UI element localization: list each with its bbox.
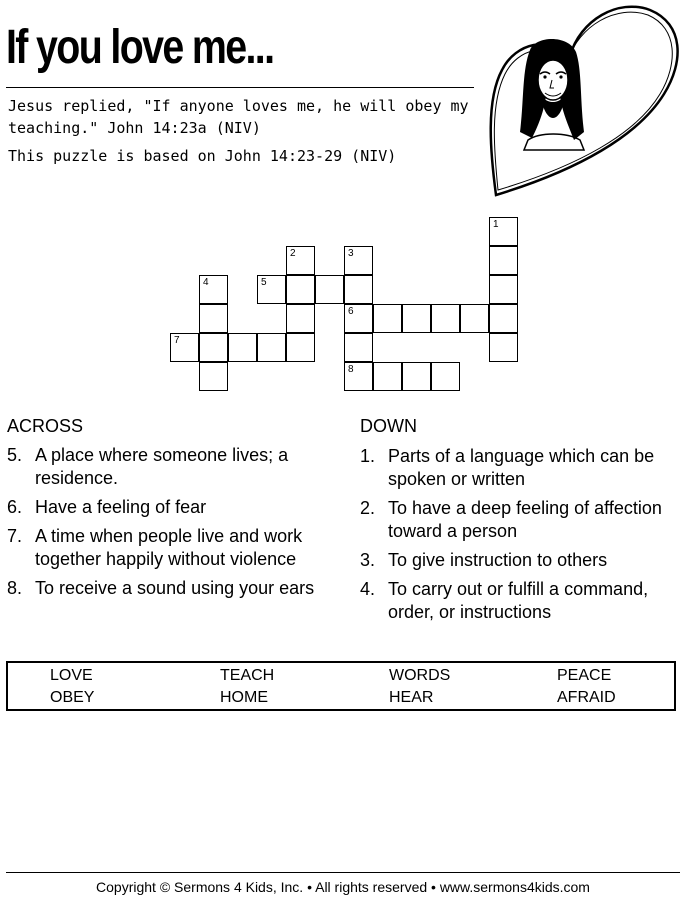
across-clue [7, 444, 337, 490]
crossword-cell[interactable] [344, 275, 373, 304]
crossword-cell[interactable] [489, 333, 518, 362]
down-clue [360, 497, 680, 543]
word-bank-item: HOME [220, 689, 268, 706]
crossword-cell[interactable] [489, 275, 518, 304]
across-clue [7, 496, 337, 519]
crossword-cell[interactable] [344, 362, 373, 391]
clue-number-2: 2 [290, 248, 296, 259]
crossword-cell[interactable] [460, 304, 489, 333]
clue-number: 2. [360, 498, 376, 518]
clue-number-3: 3 [348, 248, 354, 259]
crossword-cell[interactable] [257, 333, 286, 362]
crossword-cell[interactable] [170, 333, 199, 362]
clue-text: To receive a sound using your ears [35, 578, 315, 598]
crossword-cell[interactable] [286, 275, 315, 304]
crossword-cell[interactable] [402, 362, 431, 391]
word-bank-item: AFRAID [557, 689, 616, 706]
word-bank-item: HEAR [389, 689, 434, 706]
crossword-cell[interactable] [431, 304, 460, 333]
crossword-cell[interactable] [344, 304, 373, 333]
crossword-cell[interactable] [199, 362, 228, 391]
crossword-cell[interactable] [489, 246, 518, 275]
word-bank-item: TEACH [220, 667, 275, 684]
clue-number-4: 4 [203, 277, 209, 288]
copyright-footer: Copyright © Sermons 4 Kids, Inc. • All rights reserved • www.sermons4kids.com [96, 879, 590, 895]
clue-number: 4. [360, 579, 376, 599]
word-bank-item: LOVE [50, 667, 93, 684]
word-bank [6, 661, 676, 711]
crossword-cell[interactable] [373, 362, 402, 391]
crossword-cell[interactable] [286, 304, 315, 333]
across-clue-list [7, 444, 337, 606]
crossword-cell[interactable] [431, 362, 460, 391]
crossword-cell[interactable] [373, 304, 402, 333]
clue-text: To give instruction to others [388, 550, 608, 570]
clue-text: To carry out or fulfill a command, order, or instructions [388, 579, 649, 622]
clue-text: To have a deep feeling of affection toward a person [388, 498, 662, 541]
word-bank-item: OBEY [50, 689, 95, 706]
across-clue [7, 577, 337, 600]
puzzle-basis: This puzzle is based on John 14:23-29 (NIV) [8, 147, 397, 165]
clue-number-1: 1 [493, 219, 499, 230]
jesus-portrait-in-heart-icon [488, 0, 684, 200]
crossword-cell[interactable] [199, 304, 228, 333]
crossword-cell[interactable] [228, 333, 257, 362]
clue-number-5: 5 [261, 277, 267, 288]
clue-number-6: 6 [348, 306, 354, 317]
clue-number: 3. [360, 550, 376, 570]
clue-text: A time when people live and work together happily without violence [35, 526, 303, 569]
clue-text: Parts of a language which can be spoken or written [388, 446, 655, 489]
down-clue [360, 445, 680, 491]
crossword-cell[interactable] [489, 304, 518, 333]
title-divider [6, 87, 474, 88]
crossword-cell[interactable] [402, 304, 431, 333]
crossword-cell[interactable] [199, 275, 228, 304]
crossword-cell[interactable] [286, 246, 315, 275]
page-title: If you love me... [6, 21, 274, 74]
clue-number: 1. [360, 446, 376, 466]
crossword-cell[interactable] [199, 333, 228, 362]
crossword-cell[interactable] [344, 246, 373, 275]
clue-text: Have a feeling of fear [35, 497, 207, 517]
clue-text: A place where someone lives; a residence. [35, 445, 289, 488]
word-bank-item: WORDS [389, 667, 451, 684]
crossword-cell[interactable] [286, 333, 315, 362]
clue-number: 7. [7, 526, 23, 546]
down-clue-list [360, 445, 680, 630]
down-clue [360, 549, 680, 572]
crossword-cell[interactable] [489, 217, 518, 246]
across-heading: ACROSS [7, 416, 84, 436]
down-heading: DOWN [360, 416, 417, 436]
crossword-cell[interactable] [344, 333, 373, 362]
scripture-quote: Jesus replied, "If anyone loves me, he will obey my teaching." John 14:23a (NIV) [8, 97, 469, 137]
clue-number: 5. [7, 445, 23, 465]
clue-number-7: 7 [174, 335, 180, 346]
crossword-cell[interactable] [257, 275, 286, 304]
down-clue [360, 578, 680, 624]
crossword-cell[interactable] [315, 275, 344, 304]
clue-number: 6. [7, 497, 23, 517]
clue-number-8: 8 [348, 364, 354, 375]
across-clue [7, 525, 337, 571]
footer-divider [6, 872, 680, 873]
word-bank-item: PEACE [557, 667, 612, 684]
clue-number: 8. [7, 578, 23, 598]
